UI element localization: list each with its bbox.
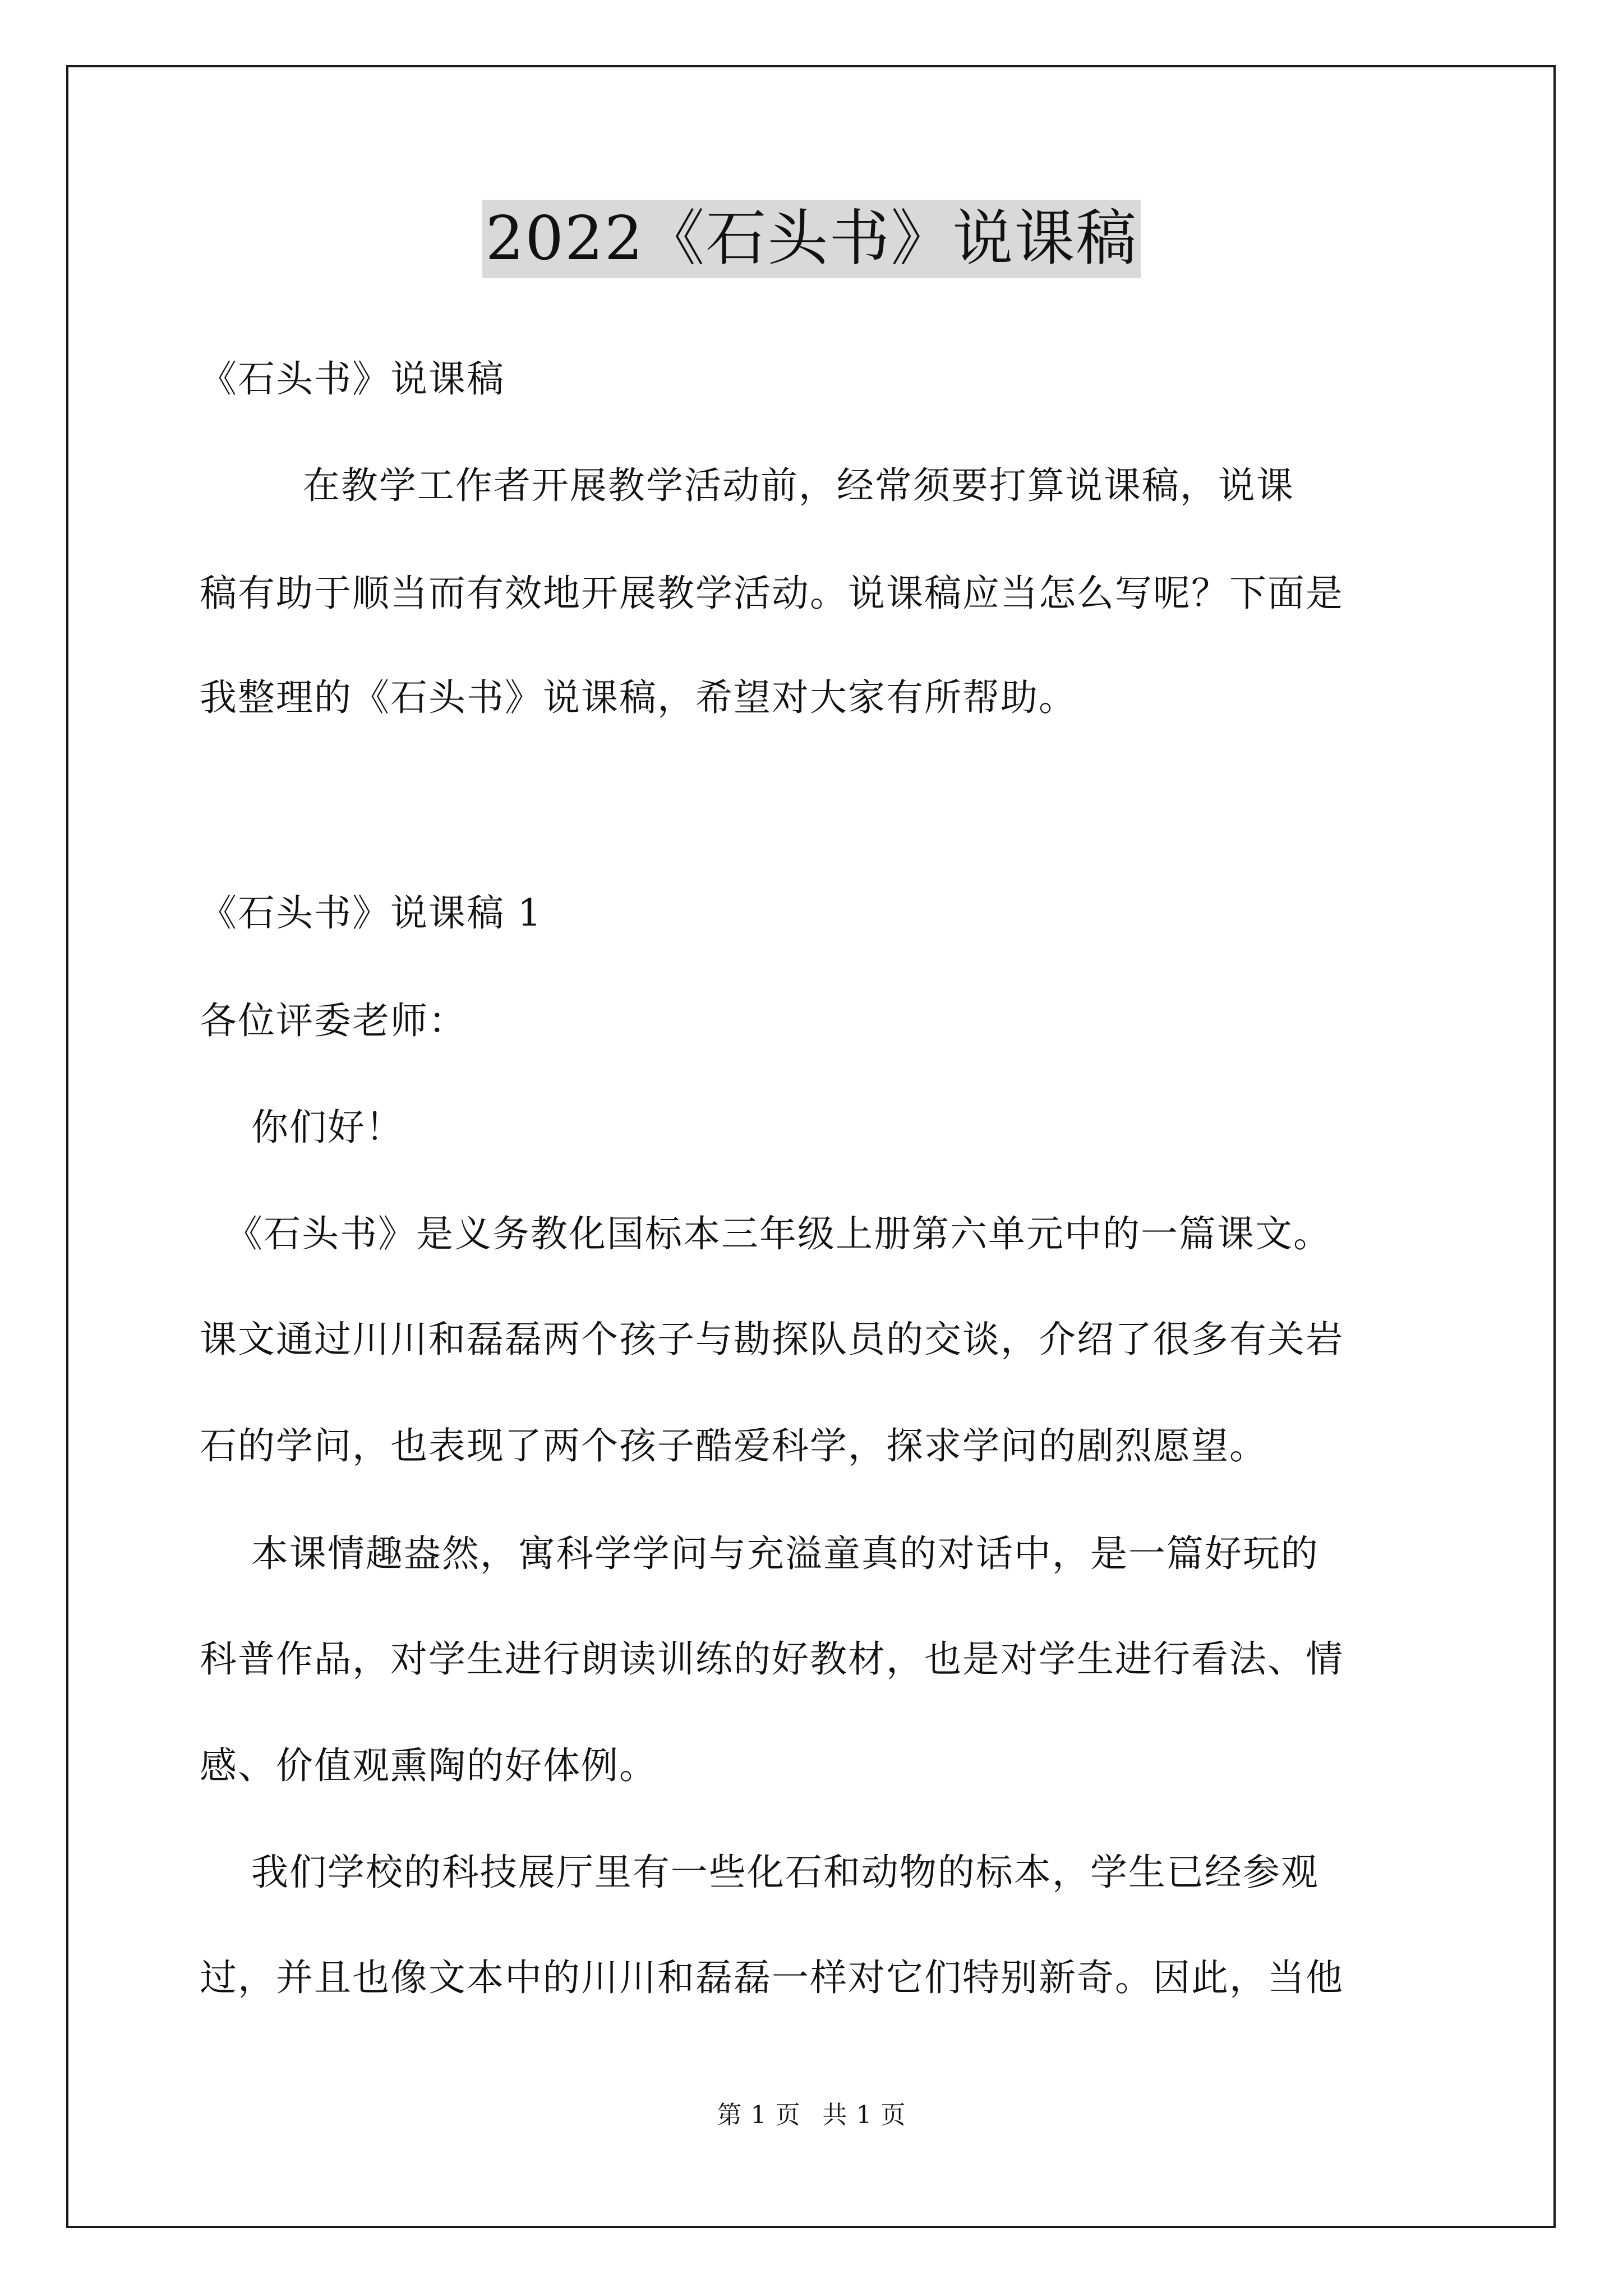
document-title: 2022《石头书》说课稿 (482, 200, 1141, 278)
body-line-9: 课文通过川川和磊磊两个孩子与勘探队员的交谈，介绍了很多有关岩 (200, 1318, 1344, 1361)
body-line-4: 我整理的《石头书》说课稿，希望对大家有所帮助。 (200, 676, 1077, 719)
body-line-12: 科普作品，对学生进行朗读训练的好教材，也是对学生进行看法、情 (200, 1637, 1344, 1681)
page-number: 第 1 页 (717, 2101, 801, 2129)
body-line-1: 《石头书》说课稿 (200, 357, 505, 401)
body-line-13: 感、价值观熏陶的好体例。 (200, 1744, 657, 1787)
body-line-11: 本课情趣盎然，寓科学学问与充溢童真的对话中，是一篇好玩的 (200, 1532, 1319, 1575)
page-total: 共 1 页 (822, 2101, 906, 2129)
page-footer (0, 2101, 1623, 2129)
body-line-2: 在教学工作者开展教学活动前，经常须要打算说课稿，说课 (200, 464, 1294, 507)
title-container (0, 200, 1623, 278)
body-line-7: 你们好！ (200, 1106, 404, 1149)
body-line-3: 稿有助于顺当而有效地开展教学活动。说课稿应当怎么写呢？下面是 (200, 572, 1344, 615)
body-line-6: 各位评委老师： (200, 999, 467, 1042)
body-line-8: 《石头书》是义务教化国标本三年级上册第六单元中的一篇课文。 (200, 1212, 1331, 1255)
body-line-5: 《石头书》说课稿 1 (200, 891, 542, 935)
body-line-14: 我们学校的科技展厅里有一些化石和动物的标本，学生已经参观 (200, 1851, 1319, 1894)
body-line-15: 过，并且也像文本中的川川和磊磊一样对它们特别新奇。因此，当他 (200, 1956, 1344, 1999)
body-line-10: 石的学问，也表现了两个孩子酷爱科学，探求学问的剧烈愿望。 (200, 1424, 1267, 1467)
